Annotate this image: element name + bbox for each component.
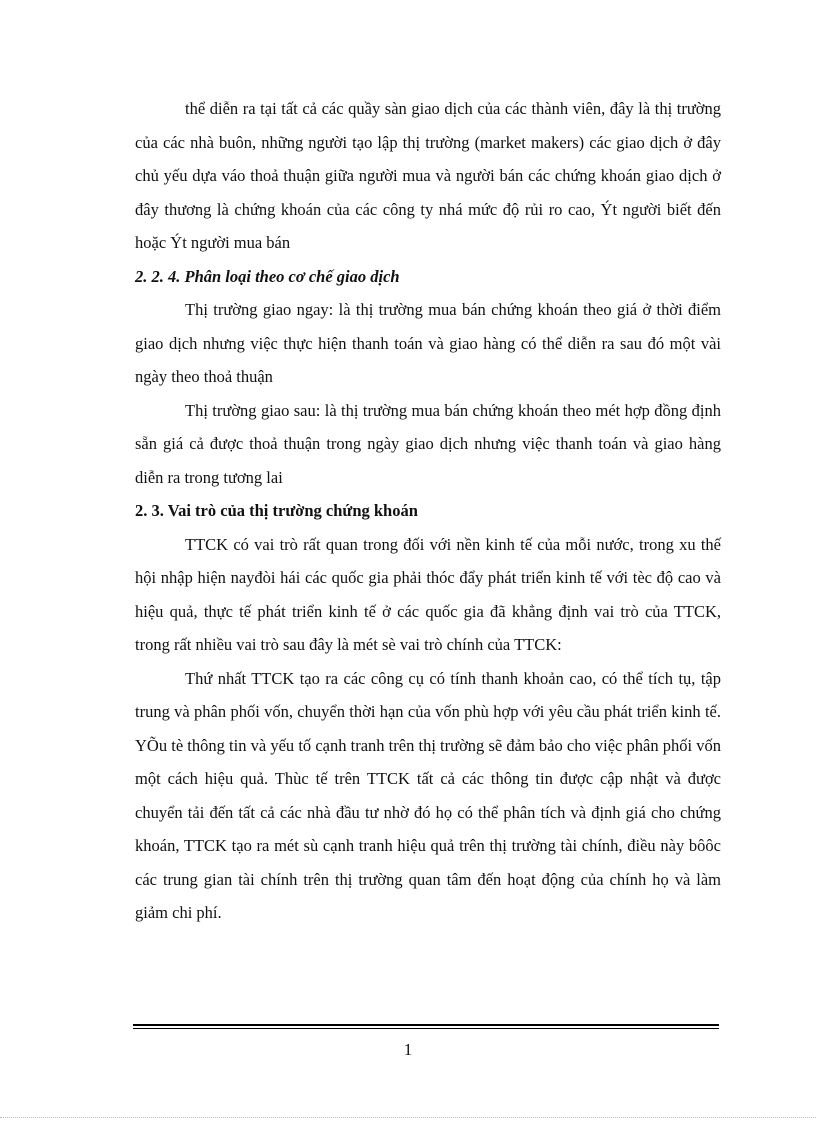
paragraph: TTCK có vai trò rất quan trong đối với nền kinh tế của mỗi nước, trong xu thế hội nhập hiện nayđòi hái các quốc gia phải thóc đẩy phát triển kinh tế với tèc độ cao và hiệu quả, thực tế phát triển kinh tế ở các quốc gia đã khẳng định vai trò của TTCK, trong rất nhiều vai trò sau đây là mét sè vai trò chính của TTCK:: [135, 534, 721, 654]
section-heading: 2. 2. 4. Phân loại theo cơ chế giao dịch: [135, 266, 400, 286]
paragraph: Thị trường giao ngay: là thị trường mua bán chứng khoán theo giá ở thời điểm giao dịch nhưng việc thực hiện thanh toán và giao hàng có thể diễn ra sau đó một vài ngày theo thoả thuận: [135, 300, 721, 386]
paragraph: thể diễn ra tại tất cả các quầy sàn giao dịch của các thành viên, đây là thị trường của các nhà buôn, những người tạo lập thị trường (market makers) các giao dịch ở đây chủ yếu dựa váo thoả thuận giữa người mua và người bán các chứng khoán giao dịch ở đây thương là chứng khoán của các công ty nhá mức độ rủi ro cao, Ýt người biết đến hoặc Ýt người mua bán: [135, 99, 721, 252]
page-edge-dotted-line: [0, 1117, 816, 1118]
section-heading: 2. 3. Vai trò của thị trường chứng khoán: [135, 501, 418, 520]
page-body: [135, 92, 721, 930]
paragraph: Thị trường giao sau: là thị trường mua bán chứng khoán theo mét hợp đồng định sẵn giá cả được thoả thuận trong ngày giao dịch nhưng việc thanh toán và giao hàng diễn ra trong tương lai: [135, 400, 721, 487]
page-number: 1: [403, 1040, 413, 1059]
paragraph: Thứ nhất TTCK tạo ra các công cụ có tính thanh khoản cao, có thể tích tụ, tập trung và phân phối vốn, chuyển thời hạn của vốn phù hợp với yêu cầu phát triển kinh tế. YÕu tè thông tin và yếu tố cạnh tranh trên thị trường sẽ đảm bảo cho việc phân phối vốn một cách hiệu quả. Thùc tế trên TTCK tất cả các thông tin được cập nhật và được chuyển tải đến tất cả các nhà đầu tư nhờ đó họ có thể phân tích và định giá cho chứng khoán, TTCK tạo ra mét sù cạnh tranh hiệu quả trên thị trường tài chính, điều này bôôc các trung gian tài chính trên thị trường quan tâm đến hoạt động của chính họ và làm giảm chi phí.: [135, 668, 721, 922]
footer-double-rule: [133, 1024, 719, 1029]
